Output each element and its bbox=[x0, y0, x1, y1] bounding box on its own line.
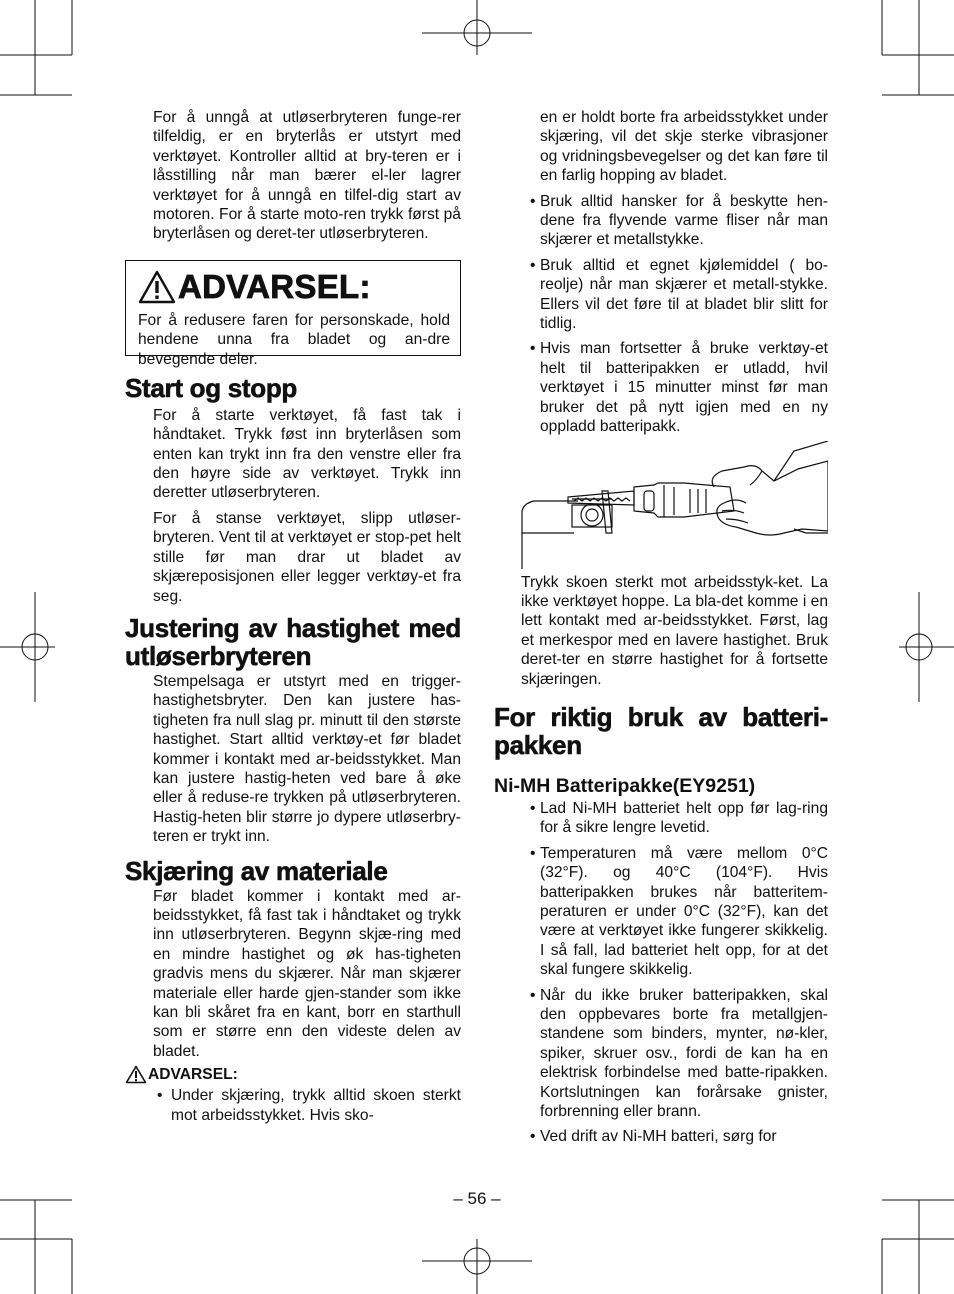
list-item: • Bruk alltid et egnet kjølemiddel ( bo-reolje) når man skjærer et metall-stykke. Ellers vil det føre til at bladet blir slitt for tidlig. bbox=[530, 256, 828, 334]
list-item: • Når du ikke bruker batteripakken, skal den oppbevares borte fra metallgjen-standene som binders, mynter, nø-kler, spiker, skruer osv., fordi de kan ha en elektrisk forbindelse med batte-ripakken. Kortslutningen kan forårsake gnister, forbrenning eller brann. bbox=[530, 986, 828, 1122]
warning-box bbox=[125, 260, 461, 368]
warning-bullet-list bbox=[125, 1086, 461, 1125]
warning-title: ADVARSEL: bbox=[178, 267, 371, 305]
warning-header bbox=[138, 267, 450, 307]
warning-triangle-icon bbox=[138, 270, 176, 304]
right-column bbox=[494, 108, 828, 1153]
start-paragraph-2: For å stanse verktøyet, slipp utløser-bryteren. Vent til at verktøyet er stop-pet helt stille før man drar ut bladet av skjæreposisjonen eller legger verktøy-et fra seg. bbox=[153, 509, 461, 605]
warning-text: For å redusere faren for personskade, hold hendene unna fra bladet og an-dre bevegende deler. bbox=[138, 311, 450, 368]
list-item: • Temperaturen må være mellom 0°C (32°F). og 40°C (104°F). Hvis batteripakken brukes når batteritem-peraturen er under 0°C (32°F), kan det være at verktøyet ikke fungerer skikkelig. I så fall, lad batteriet helt opp, for at det skal fungere skikkelig. bbox=[530, 844, 828, 980]
warning-triangle-icon bbox=[125, 1065, 147, 1084]
heading-speed: Justering av hastighet med utløserbryteren bbox=[125, 612, 461, 671]
small-warning-title: ADVARSEL: bbox=[148, 1065, 238, 1083]
illustration-caption: Trykk skoen sterkt mot arbeidsstyk-ket. La ikke verktøyet hoppe. La bla-det komme i en lett kontakt med ar-beidsstykket. Først, lag et merkespor med en lavere hastighet. Bruk deret-ter en større hastighet for å fortsette skjæringen. bbox=[521, 573, 828, 688]
list-item: • Under skjæring, trykk alltid skoen sterkt mot arbeidsstykket. Hvis sko- bbox=[125, 1086, 461, 1125]
start-paragraph-1: For å starte verktøyet, få fast tak i håndtaket. Trykk føst inn bryterlåsen som enten kan trykt inn fra den venstre eller fra den høyre side av verktøyet. Trykk inn deretter utløserbryteren. bbox=[153, 406, 461, 502]
heading-battery: For riktig bruk av batteri-pakken bbox=[494, 701, 828, 760]
cutting-paragraph: Før bladet kommer i kontakt med ar-beidsstykket, få fast tak i håndtaket og trykk inn utløserbryteren. Begynn skjæ-ring med en mindre hastighet og øk has-tigheten gradvis mens du skjærer. Når man skjærer materiale eller harde gjen-stander som ikke kan bli skåret fra en kant, borr en starthull som er større enn den videste delen av bladet. bbox=[153, 887, 461, 1060]
intro-paragraph: For å unngå at utløserbryteren funge-rer tilfeldig, er en bryterlås er utstyrt med verktøyet. Kontroller alltid at bry-teren er i låsstilling når man bærer el-ler lagrer verktøyet for å unngå en tilfel-dig start av motoren. For å starte moto-ren trykk først på bryterlåsen og deret-ter utløserbryteren. bbox=[153, 109, 461, 243]
list-item: • Lad Ni-MH batteriet helt opp før lag-ring for å sikre lengre levetid. bbox=[530, 799, 828, 838]
saw-cutting-illustration bbox=[494, 441, 828, 569]
heading-start-stop: Start og stopp bbox=[125, 372, 298, 403]
list-item: • Bruk alltid hansker for å beskytte hen-dene fra flyvende varme fliser når man skjærer et metallstykke. bbox=[530, 192, 828, 250]
warning-bullet-continuation: en er holdt borte fra arbeidsstykket under skjæring, vil det skje sterke vibrasjoner og vridningsbevegelser og det kan føre til en farlig hopping av bladet. bbox=[540, 109, 828, 185]
left-column bbox=[125, 108, 461, 1131]
page-number: – 56 – bbox=[453, 1189, 501, 1208]
list-item: • Hvis man fortsetter å bruke verktøy-et helt til batteripakken er utladd, hvil verktøyet i 15 minutter minst før man bruker det på nytt igjen med en ny oppladd batteripakk. bbox=[530, 339, 828, 436]
battery-bullet-list bbox=[530, 799, 828, 1147]
heading-cutting: Skjæring av materiale bbox=[125, 855, 388, 886]
list-item: • Ved drift av Ni-MH batteri, sørg for bbox=[530, 1127, 828, 1146]
speed-paragraph: Stempelsaga er utstyrt med en trigger-hastighetsbryter. Den kan justere has-tigheten fra null slag pr. minutt til den største hastighet. Start alltid verktøy-et før bladet kommer i kontakt med ar-beidsstykket. Man kan justere hastig-heten ved bare å øke eller å reduse-re trykken på utløserbryteren. Hastig-heten blir større jo dypere utløserbry-teren er trykt inn. bbox=[153, 672, 461, 846]
safety-bullet-list bbox=[530, 192, 828, 437]
heading-nimh: Ni-MH Batteripakke(EY9251) bbox=[494, 774, 756, 797]
small-warning bbox=[125, 1065, 461, 1084]
